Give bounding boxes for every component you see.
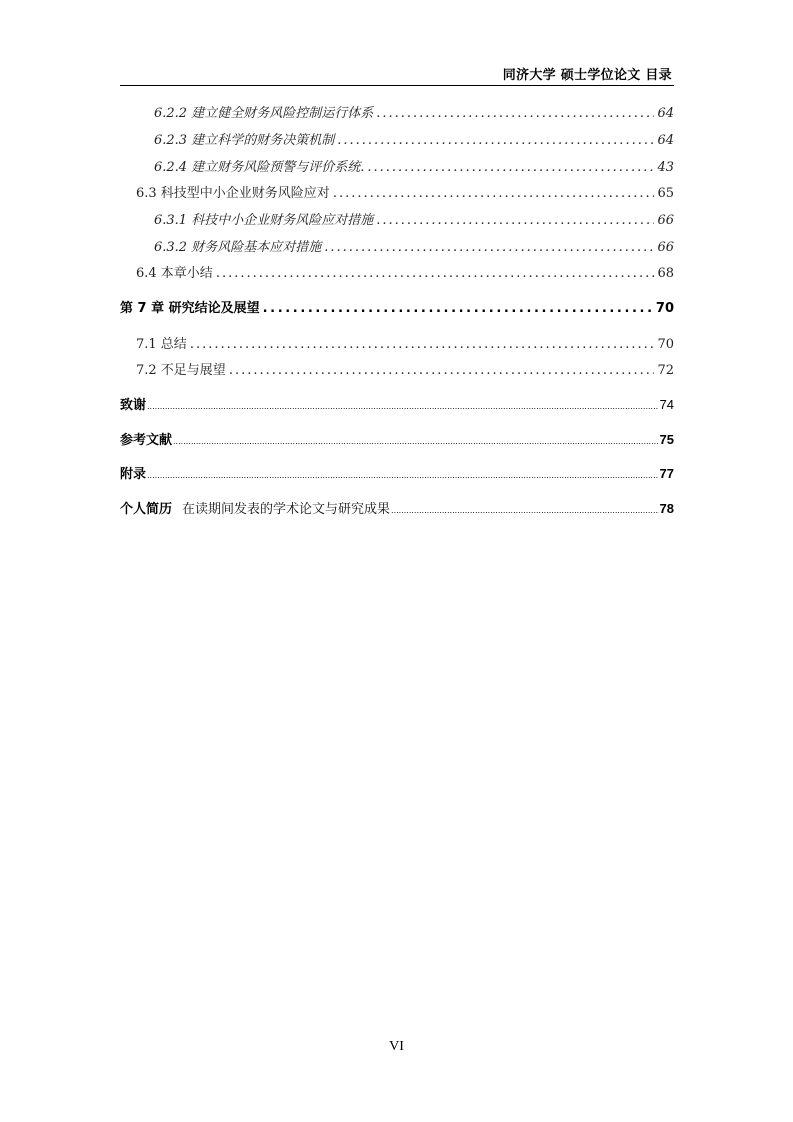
toc-entry-page: 78 <box>659 501 674 516</box>
toc-entry-label: 7.2 不足与展望 <box>136 363 226 378</box>
toc-entry-label: 参考文献 <box>120 433 173 448</box>
dot-leader <box>333 186 655 201</box>
toc-entry-label: 个人简历 <box>120 502 173 517</box>
dot-leader <box>391 506 659 515</box>
toc-entry-6-2-4[interactable] <box>120 156 674 174</box>
dot-leader <box>367 160 654 175</box>
running-header-title: 同济大学 硕士学位论文 目录 <box>502 68 672 83</box>
toc-entry-page: 70 <box>657 337 674 352</box>
toc-entry-6-4[interactable] <box>120 262 674 280</box>
toc-entry-6-3-1[interactable] <box>120 209 674 227</box>
toc-entry-page: 77 <box>659 466 674 481</box>
toc-entry-6-2-2[interactable] <box>120 102 674 120</box>
toc-entry-7-1[interactable] <box>120 333 674 351</box>
toc-entry-label: 致谢 <box>120 398 147 413</box>
dot-leader <box>147 471 659 480</box>
toc-entry-page: 75 <box>659 432 674 447</box>
toc-entry-6-3[interactable] <box>120 182 674 200</box>
toc-entry-6-3-2[interactable] <box>120 236 674 254</box>
toc-entry-page: 43 <box>657 160 674 175</box>
dot-leader <box>376 213 654 228</box>
toc-entry-acknowledgements[interactable] <box>120 394 674 412</box>
toc-entry-page: 72 <box>657 363 674 378</box>
dot-leader <box>173 437 659 446</box>
page-number: VI <box>389 1039 404 1054</box>
running-header <box>120 63 674 86</box>
toc-entry-7-2[interactable] <box>120 359 674 377</box>
toc-entry-label: 6.2.3 建立科学的财务决策机制 <box>154 133 335 148</box>
dot-leader <box>263 301 653 316</box>
toc-entry-label: 第 7 章 研究结论及展望 <box>120 301 260 316</box>
dot-leader <box>229 363 655 378</box>
toc-entry-chapter-7[interactable] <box>120 297 674 315</box>
toc-entry-label: 6.3.2 财务风险基本应对措施 <box>154 240 322 255</box>
dot-leader <box>147 402 659 411</box>
dot-leader <box>190 337 655 352</box>
toc-entry-page: 64 <box>657 133 674 148</box>
toc-entry-page: 68 <box>657 266 674 281</box>
dot-leader <box>337 133 654 148</box>
dot-leader <box>376 106 654 121</box>
toc-entry-page: 70 <box>655 301 674 316</box>
toc-entry-label: 6.2.4 建立财务风险预警与评价系统. <box>154 160 365 175</box>
toc-entry-label: 6.3.1 科技中小企业财务风险应对措施 <box>154 213 374 228</box>
toc-entry-page: 66 <box>657 213 674 228</box>
toc-entry-appendix[interactable] <box>120 463 674 481</box>
dot-leader <box>216 266 655 281</box>
toc-entry-label: 6.4 本章小结 <box>136 266 213 281</box>
toc-entry-label: 附录 <box>120 467 147 482</box>
toc-entry-label: 6.2.2 建立健全财务风险控制运行体系 <box>154 106 374 121</box>
toc-entry-6-2-3[interactable] <box>120 129 674 147</box>
toc-entry-page: 65 <box>657 186 674 201</box>
toc-entry-sublabel: 在读期间发表的学术论文与研究成果 <box>182 502 391 517</box>
toc-entry-page: 66 <box>657 240 674 255</box>
toc-entry-references[interactable] <box>120 429 674 447</box>
toc-entry-page: 64 <box>657 106 674 121</box>
toc-entry-resume[interactable] <box>120 498 674 516</box>
toc-entry-label: 6.3 科技型中小企业财务风险应对 <box>136 186 330 201</box>
toc-entry-label: 7.1 总结 <box>136 337 187 352</box>
toc-entry-page: 74 <box>659 397 674 412</box>
dot-leader <box>324 240 654 255</box>
